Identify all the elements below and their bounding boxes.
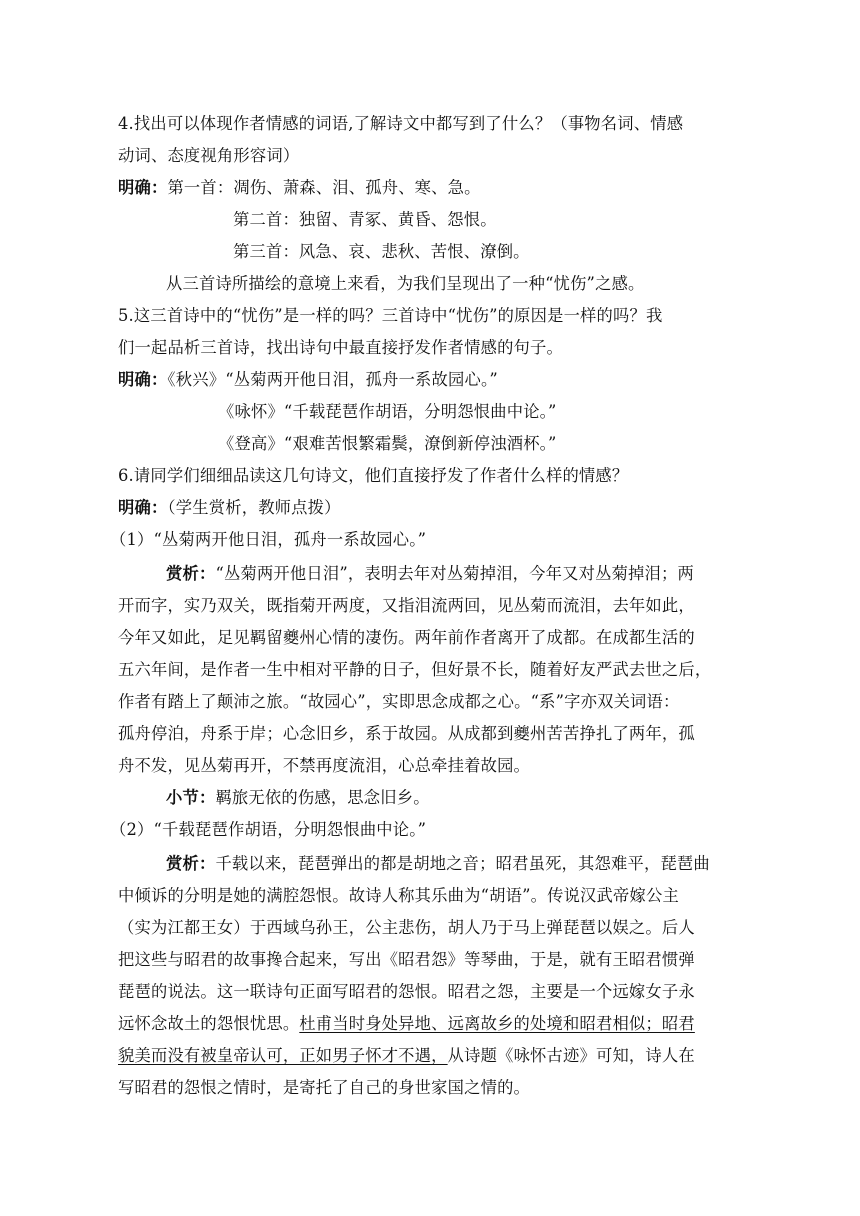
underlined-text: 杜甫当时身处异地、远离故乡的处境和昭君相似；昭君 bbox=[299, 1014, 695, 1033]
item-1-line-4: 五六年间，是作者一生中相对平静的日子，但好景不长，随着好友严武去世之后， bbox=[118, 660, 712, 679]
item-2-line-2: 中倾诉的分明是她的满腔怨恨。故诗人称其乐曲为“胡语”。传说汉武帝嫁公主 bbox=[118, 886, 679, 905]
item-1-line-1 bbox=[166, 564, 694, 584]
question-4-line-1: 4.找出可以体现作者情感的词语,了解诗文中都写到了什么？（事物名词、情感 bbox=[118, 114, 684, 133]
question-5-line-1: 5.这三首诗中的“忧伤”是一样的吗？三首诗中“忧伤”的原因是一样的吗？我 bbox=[118, 306, 663, 325]
answer-text: 《秋兴》“丛菊两开他日泪，孤舟一系故园心。” bbox=[167, 370, 498, 389]
answer-5-line-1 bbox=[118, 370, 498, 390]
question-6: 6.请同学们细细品读这几句诗文，他们直接抒发了作者什么样的情感？ bbox=[118, 466, 629, 485]
item-1-line-7: 舟不发，见丛菊再开，不禁再度流泪，心总牵挂着故园。 bbox=[118, 756, 531, 775]
item-2-title: （2）“千载琵琶作胡语，分明怨恨曲中论。” bbox=[110, 820, 427, 839]
question-5-line-2: 们一起品析三首诗，找出诗句中最直接抒发作者情感的句子。 bbox=[118, 338, 563, 357]
item-2-line-1 bbox=[166, 854, 710, 874]
item-2-line-7 bbox=[118, 1046, 695, 1066]
appreciation-text: “丛菊两开他日泪”，表明去年对丛菊掉泪，今年又对丛菊掉泪；两 bbox=[215, 564, 694, 583]
answer-6 bbox=[118, 498, 341, 518]
answer-note: （学生赏析，教师点拨） bbox=[167, 498, 341, 517]
item-2-line-8: 写昭君的怨恨之情时，是寄托了自己的身世家国之情的。 bbox=[118, 1078, 531, 1097]
item-2-line-6 bbox=[118, 1014, 695, 1034]
item-1-line-6: 孤舟停泊，舟系于岸；心念旧乡，系于故园。从成都到夔州苦苦挣扎了两年，孤 bbox=[118, 724, 695, 743]
answer-label: 明确： bbox=[118, 498, 168, 517]
answer-text: 第一首：凋伤、萧森、泪、孤舟、寒、急。 bbox=[167, 178, 481, 197]
answer-label: 明确： bbox=[118, 370, 168, 389]
appreciation-label: 赏析： bbox=[166, 854, 216, 873]
answer-4-line-2: 第二首：独留、青冢、黄昏、怨恨。 bbox=[233, 210, 497, 229]
appreciation-text: 千载以来，琵琶弹出的都是胡地之音；昭君虽死，其怨难平，琵琶曲 bbox=[215, 854, 710, 873]
item-2-line-5: 琵琶的说法。这一联诗句正面写昭君的怨恨。昭君之怨，主要是一个远嫁女子永 bbox=[118, 982, 695, 1001]
plain-text: 从诗题《咏怀古迹》可知，诗人在 bbox=[447, 1046, 695, 1065]
summary-text: 羁旅无依的伤感，思念旧乡。 bbox=[215, 788, 430, 807]
summary-label: 小节： bbox=[166, 788, 216, 807]
item-1-line-5: 作者有踏上了颠沛之旅。“故园心”，实即思念成都之心。“系”字亦双关词语： bbox=[118, 692, 680, 711]
answer-5-line-3: 《登高》“艰难苦恨繁霜鬓，潦倒新停浊酒杯。” bbox=[218, 434, 557, 453]
answer-5-line-2: 《咏怀》“千载琵琶作胡语，分明怨恨曲中论。” bbox=[218, 402, 557, 421]
item-1-title: （1）“丛菊两开他日泪，孤舟一系故园心。” bbox=[110, 530, 427, 549]
item-1-summary bbox=[166, 788, 430, 808]
section-4-summary: 从三首诗所描绘的意境上来看，为我们呈现出了一种“忧伤”之感。 bbox=[166, 274, 645, 293]
item-1-line-3: 今年又如此，足见羁留夔州心情的凄伤。两年前作者离开了成都。在成都生活的 bbox=[118, 628, 695, 647]
plain-text: 远怀念故土的怨恨忧思。 bbox=[118, 1014, 300, 1033]
answer-4-line-3: 第三首：风急、哀、悲秋、苦恨、潦倒。 bbox=[233, 242, 530, 261]
item-1-line-2: 开而字，实乃双关，既指菊开两度，又指泪流两回，见丛菊而流泪，去年如此， bbox=[118, 596, 695, 615]
item-2-line-4: 把这些与昭君的故事搀合起来，写出《昭君怨》等琴曲，于是，就有王昭君惯弹 bbox=[118, 950, 695, 969]
answer-4-line-1 bbox=[118, 178, 481, 198]
answer-label: 明确： bbox=[118, 178, 168, 197]
question-4-line-2: 动词、态度视角形容词） bbox=[118, 146, 300, 165]
item-2-line-3: （实为江都王女）于西域乌孙王，公主悲伤，胡人乃于马上弹琵琶以娱之。后人 bbox=[118, 918, 695, 937]
appreciation-label: 赏析： bbox=[166, 564, 216, 583]
underlined-text: 貌美而没有被皇帝认可，正如男子怀才不遇， bbox=[118, 1046, 448, 1065]
